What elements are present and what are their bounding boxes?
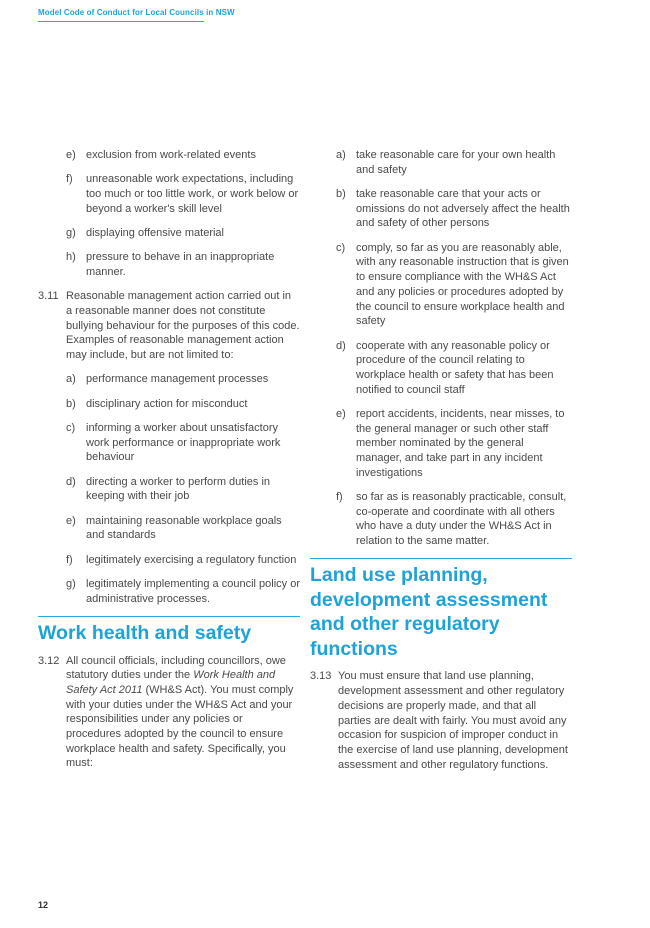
list-item xyxy=(310,241,572,329)
clause-number: 3.11 xyxy=(38,290,59,303)
list-item xyxy=(310,339,572,398)
list-item xyxy=(310,490,572,549)
clause-3-12 xyxy=(38,654,300,772)
list-item-label: g) xyxy=(66,578,76,590)
list-item-label: d) xyxy=(66,475,76,488)
list-item-text: unreasonable work expectations, including too much or too little work, or work below or beyond a worker's skill level xyxy=(86,173,299,215)
list-item-text: take reasonable care that your acts or omissions do not adversely affect the health and safety of other persons xyxy=(356,188,570,230)
clause-text: (WH&S Act). You must comply with your duties under the WH&S Act and your responsibilities under any policies or procedures adopted by the council to ensure workplace health and safety. Specifically, you must: xyxy=(66,683,294,770)
running-header: Model Code of Conduct for Local Councils in NSW xyxy=(38,8,235,17)
clause-text: All council officials, including councillors, owe statutory duties under the xyxy=(66,654,286,682)
list-item-label: e) xyxy=(336,407,346,420)
clause-3-13 xyxy=(310,669,572,772)
list-item-label: b) xyxy=(66,397,76,410)
list-item-text: directing a worker to perform duties in keeping with their job xyxy=(86,475,271,503)
list-item-label: g) xyxy=(66,227,76,239)
list-item xyxy=(38,421,300,465)
list-item-text: legitimately exercising a regulatory function xyxy=(86,553,297,566)
clause-text: You must ensure that land use planning, development assessment and other regulatory decisions are properly made, and that all parties are dealt with fairly. You must avoid any occasion for suspicion of improper conduct in the exercise of land use planning, development assessment and other regulatory functions. xyxy=(338,670,568,771)
list-item-label: f) xyxy=(66,173,73,186)
list-item-label: b) xyxy=(336,188,346,200)
list-item-text: pressure to behave in an inappropriate manner. xyxy=(86,251,275,278)
list-item-label: a) xyxy=(336,149,346,161)
list-item-text: take reasonable care for your own health and safety xyxy=(356,149,556,176)
clause-3-11 xyxy=(38,289,300,363)
list-item-label: d) xyxy=(336,339,346,352)
list-item xyxy=(310,148,572,177)
left-column xyxy=(38,148,300,781)
list-item-label: a) xyxy=(66,373,76,386)
list-item-label: f) xyxy=(66,553,73,566)
list-item-text: informing a worker about unsatisfactory work performance or inappropriate work behaviour xyxy=(86,422,281,464)
section-heading-land-use-planning: Land use planning, development assessment and other regulatory functions xyxy=(310,564,548,660)
list-item-text: disciplinary action for misconduct xyxy=(86,397,248,410)
list-item-text: legitimately implementing a council policy or administrative processes. xyxy=(86,578,300,605)
list-item-label: c) xyxy=(66,422,76,434)
list-item xyxy=(38,475,300,504)
list-item-text: comply, so far as you are reasonably able, with any reasonable instruction that is given to ensure compliance with the WH&S Act and any policies or procedures adopted by the council to ensure workplace health and safety xyxy=(356,241,569,328)
list-item xyxy=(310,187,572,231)
section-heading-work-health-safety: Work health and safety xyxy=(38,622,252,644)
header-rule xyxy=(38,21,204,22)
list-item xyxy=(38,172,300,216)
act-title: Work Health and Safety Act 2011 xyxy=(66,669,276,696)
page-number: 12 xyxy=(38,900,49,910)
list-item-text: report accidents, incidents, near misses, to the general manager or such other staff member nominated by the general manager, and take part in any incident investigations xyxy=(356,407,565,479)
list-item-text: so far as is reasonably practicable, consult, co-operate and coordinate with all others who have a duty under the WH&S Act in relation to the same matter. xyxy=(356,491,567,548)
list-item-text: exclusion from work-related events xyxy=(86,149,256,161)
right-column xyxy=(310,148,572,782)
list-item xyxy=(38,250,300,279)
clause-text: Reasonable management action carried out in a reasonable manner does not constitute bullying behaviour for the purposes of this code. Examples of reasonable management action may include, but are not limited to: xyxy=(66,290,300,362)
list-item-text: cooperate with any reasonable policy or procedure of the council relating to workplace health or safety that has been notified to council staff xyxy=(356,339,554,396)
clause-number: 3.12 xyxy=(38,654,60,667)
list-item xyxy=(38,372,300,387)
list-item xyxy=(38,577,300,606)
list-item-label: e) xyxy=(66,149,76,161)
list-item-text: maintaining reasonable workplace goals and standards xyxy=(86,514,282,542)
list-item xyxy=(38,553,300,568)
list-item-text: displaying offensive material xyxy=(86,227,224,239)
list-item-label: f) xyxy=(336,491,343,504)
clause-number: 3.13 xyxy=(310,670,332,683)
list-item xyxy=(38,514,300,543)
list-item-label: e) xyxy=(66,514,76,527)
section-rule xyxy=(38,616,300,617)
list-item-label: h) xyxy=(66,251,76,264)
list-item xyxy=(38,226,300,241)
list-item-label: c) xyxy=(336,241,346,254)
list-item xyxy=(38,397,300,412)
list-item xyxy=(38,148,300,163)
list-item-text: performance management processes xyxy=(86,373,269,386)
section-rule xyxy=(310,558,572,559)
list-item xyxy=(310,407,572,481)
